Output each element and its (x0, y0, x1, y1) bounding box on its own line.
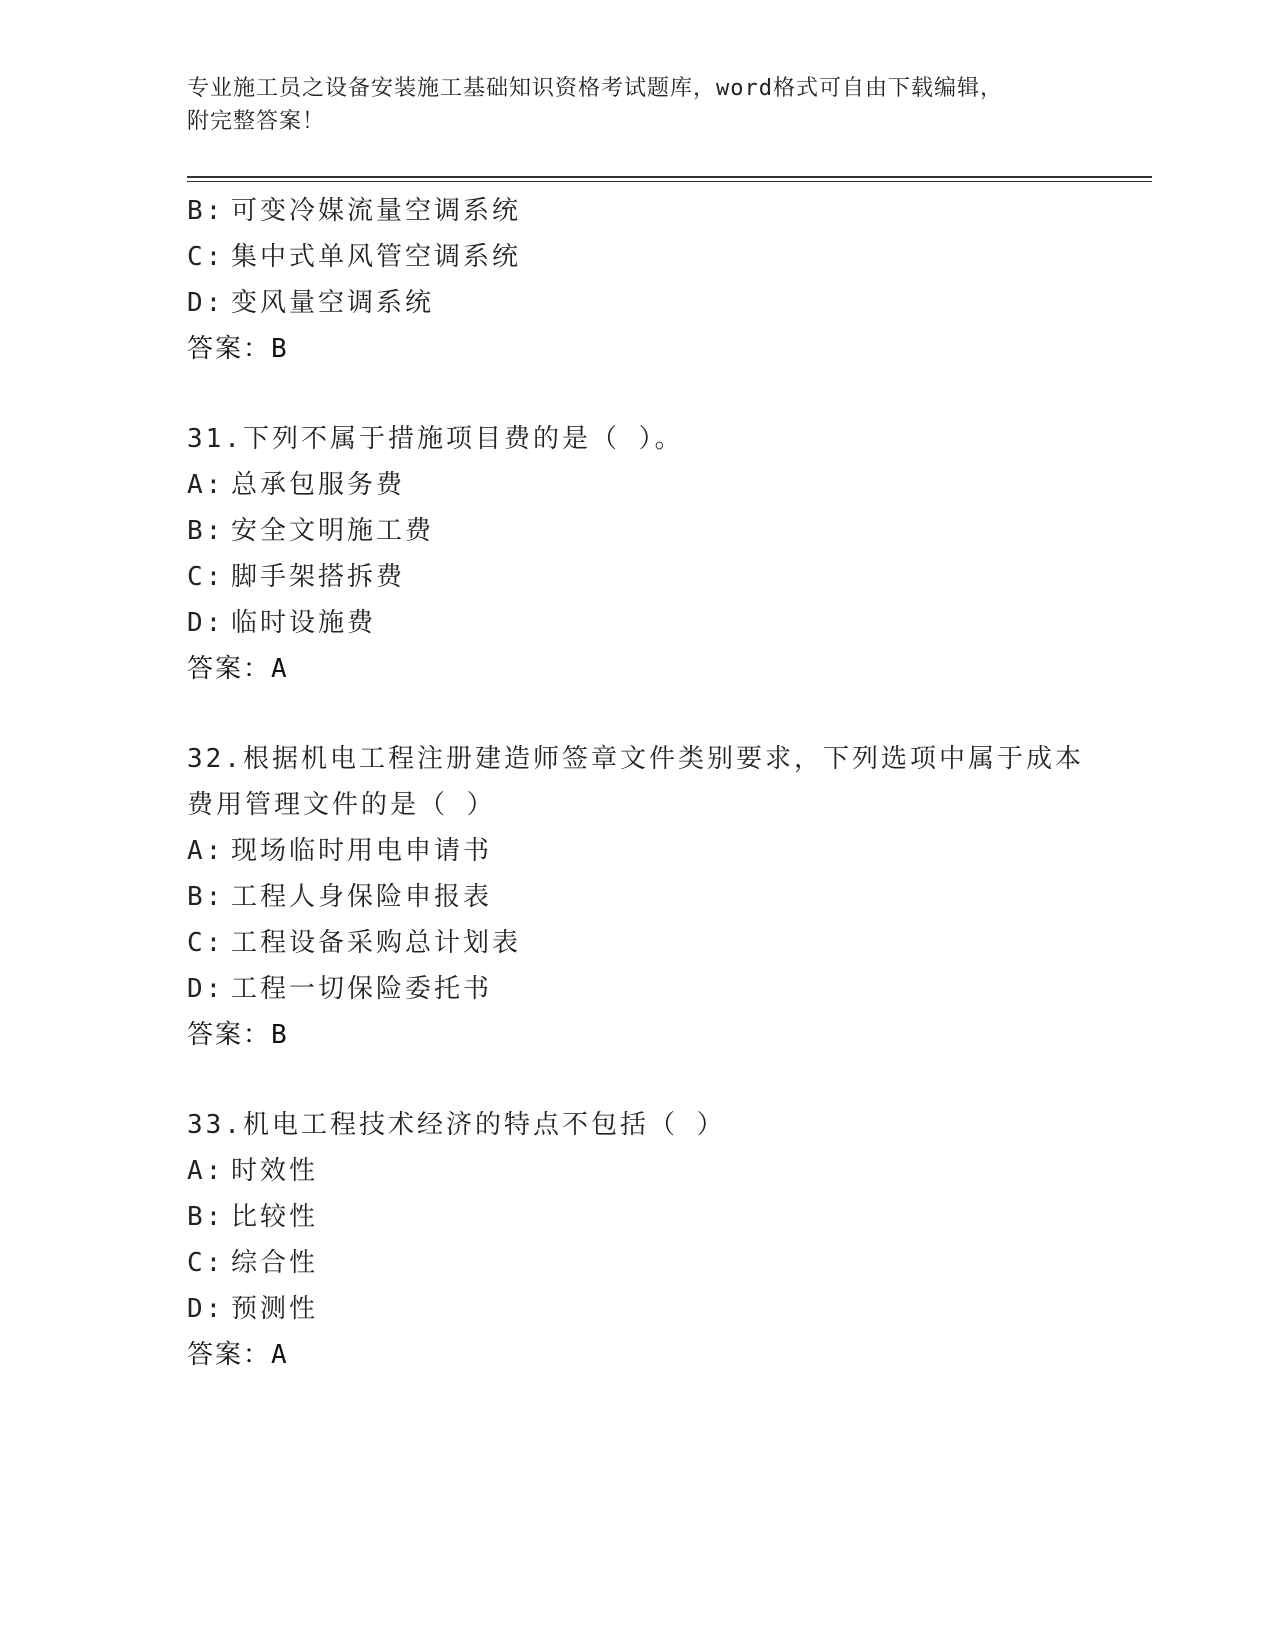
question-stem-line-2: 费用管理文件的是（ ） (187, 790, 496, 820)
option-key: B: (187, 1202, 225, 1232)
option-d (187, 600, 1087, 646)
header-divider-thin (187, 181, 1152, 182)
option-b (187, 508, 1087, 554)
option-text: 变风量空调系统 (231, 288, 435, 318)
question-stem: 31.下列不属于措施项目费的是（ ）。 (187, 424, 684, 454)
option-key: B: (187, 196, 225, 226)
option-text: 工程人身保险申报表 (231, 882, 493, 912)
option-c (187, 920, 1087, 966)
option-c (187, 234, 1087, 280)
option-text: 比较性 (231, 1202, 319, 1232)
option-text: 预测性 (231, 1294, 319, 1324)
option-text: 时效性 (231, 1156, 319, 1186)
option-text: 综合性 (231, 1248, 319, 1278)
option-key: C: (187, 562, 225, 592)
option-b (187, 1194, 1087, 1240)
question-content (187, 188, 1087, 1378)
option-text: 脚手架搭拆费 (231, 562, 406, 592)
header-line-2: 附完整答案！ (187, 109, 326, 134)
question-31 (187, 416, 1087, 692)
option-a (187, 462, 1087, 508)
question-fragment (187, 188, 1087, 372)
option-b (187, 874, 1087, 920)
option-a (187, 1148, 1087, 1194)
option-key: A: (187, 836, 225, 866)
option-d (187, 966, 1087, 1012)
option-key: C: (187, 928, 225, 958)
option-key: B: (187, 516, 225, 546)
spacer (187, 372, 1087, 416)
option-key: D: (187, 974, 225, 1004)
option-key: D: (187, 1294, 225, 1324)
spacer (187, 1058, 1087, 1102)
answer-line: 答案：A (187, 654, 289, 684)
option-text: 安全文明施工费 (231, 516, 435, 546)
option-d (187, 1286, 1087, 1332)
answer-line: 答案：A (187, 1340, 289, 1370)
option-text: 工程一切保险委托书 (231, 974, 493, 1004)
option-key: B: (187, 882, 225, 912)
option-key: C: (187, 242, 225, 272)
option-text: 总承包服务费 (231, 470, 406, 500)
option-text: 集中式单风管空调系统 (231, 242, 522, 272)
option-text: 工程设备采购总计划表 (231, 928, 522, 958)
question-stem-line-1: 32.根据机电工程注册建造师签章文件类别要求，下列选项中属于成本 (187, 744, 1084, 774)
option-key: A: (187, 470, 225, 500)
option-text: 临时设施费 (231, 608, 377, 638)
option-a (187, 828, 1087, 874)
header-divider-thick (187, 176, 1152, 178)
option-key: A: (187, 1156, 225, 1186)
question-stem: 33.机电工程技术经济的特点不包括（ ） (187, 1110, 726, 1140)
answer-line: 答案：B (187, 334, 289, 364)
option-b (187, 188, 1087, 234)
option-key: D: (187, 608, 225, 638)
question-33 (187, 1102, 1087, 1378)
document-header (187, 72, 1087, 138)
option-d (187, 280, 1087, 326)
answer-line: 答案：B (187, 1020, 289, 1050)
option-key: D: (187, 288, 225, 318)
option-c (187, 1240, 1087, 1286)
option-c (187, 554, 1087, 600)
question-32 (187, 736, 1087, 1058)
option-key: C: (187, 1248, 225, 1278)
option-text: 可变冷媒流量空调系统 (231, 196, 522, 226)
spacer (187, 692, 1087, 736)
option-text: 现场临时用电申请书 (231, 836, 493, 866)
header-line-1: 专业施工员之设备安装施工基础知识资格考试题库，word格式可自由下载编辑， (187, 76, 1003, 101)
